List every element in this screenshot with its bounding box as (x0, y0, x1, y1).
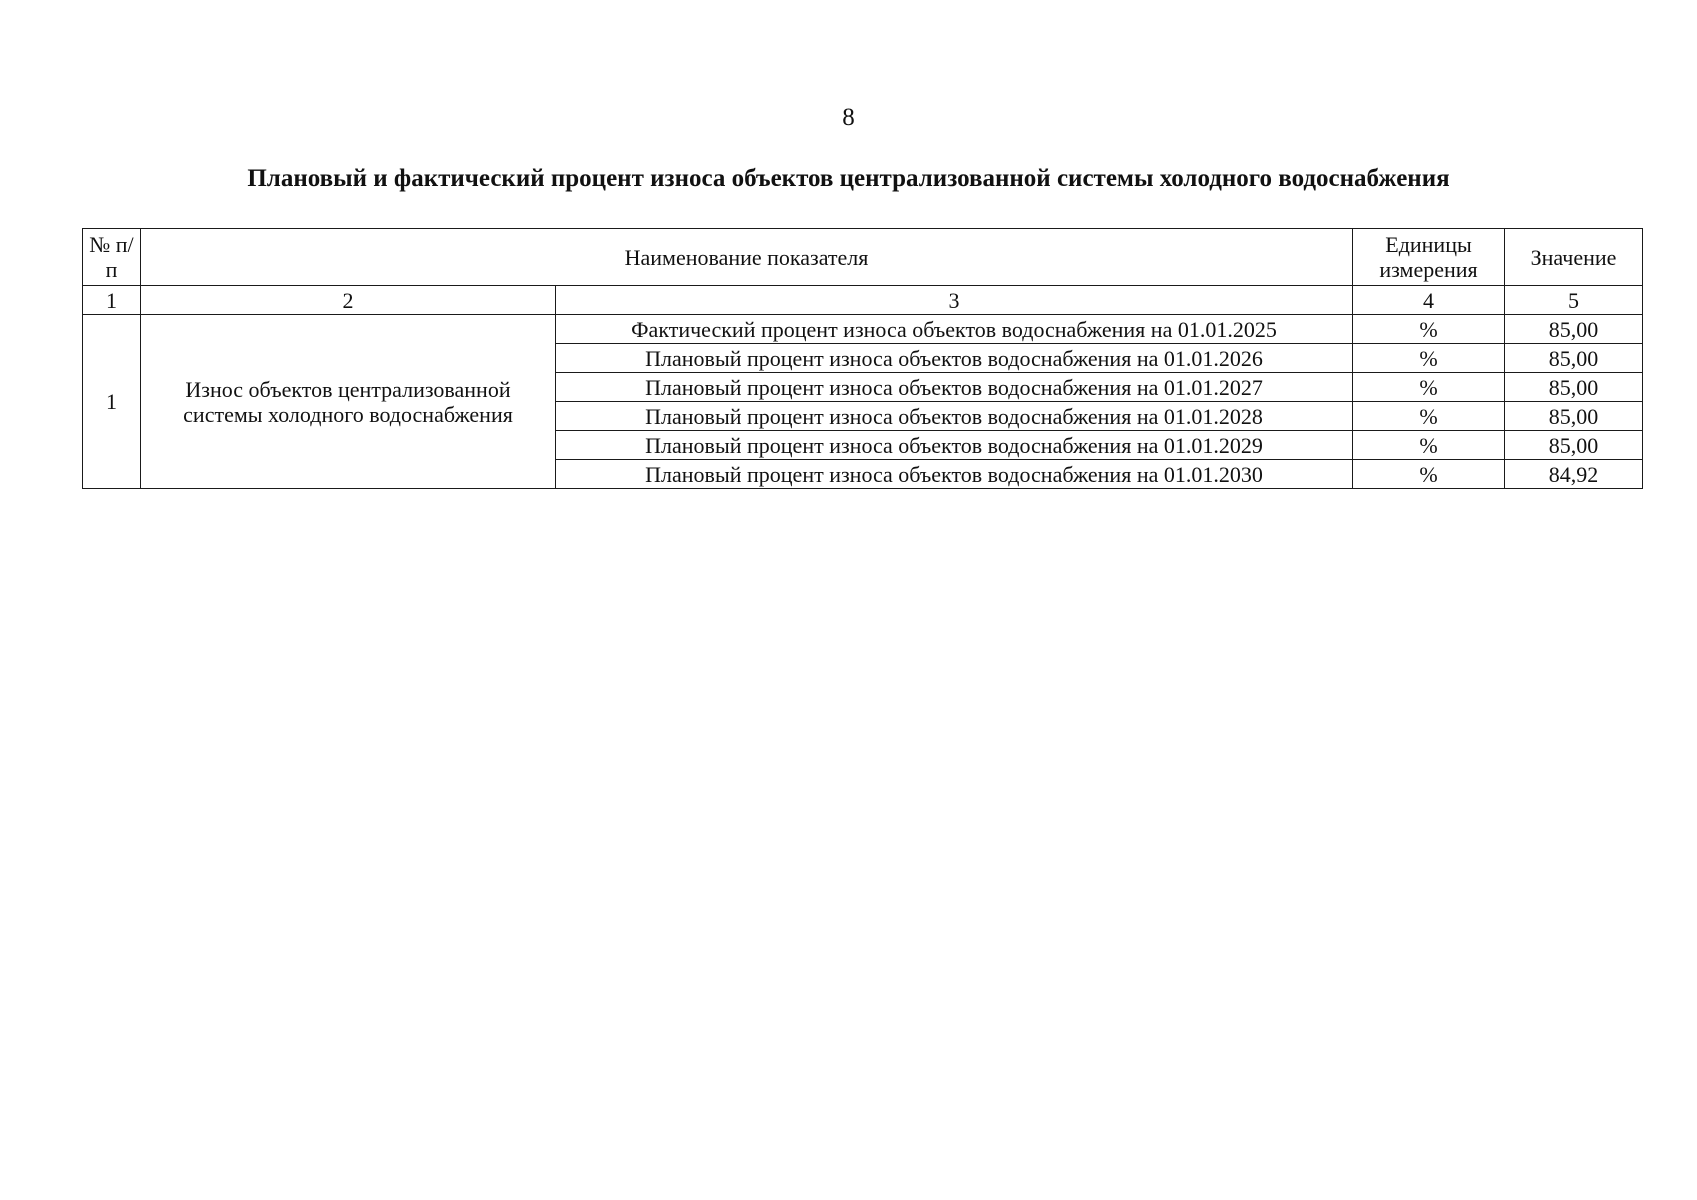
indicator-unit: % (1353, 460, 1505, 489)
column-number: 2 (141, 286, 556, 315)
indicator-name: Плановый процент износа объектов водоснабжения на 01.01.2029 (556, 431, 1353, 460)
indicator-name: Плановый процент износа объектов водоснабжения на 01.01.2027 (556, 373, 1353, 402)
document-title: Плановый и фактический процент износа объектов централизованной системы холодного водоснабжения (247, 165, 1450, 192)
indicator-name: Плановый процент износа объектов водоснабжения на 01.01.2026 (556, 344, 1353, 373)
indicator-value: 85,00 (1505, 344, 1643, 373)
indicator-value: 85,00 (1505, 373, 1643, 402)
table-header-row (83, 229, 1643, 286)
indicator-name: Плановый процент износа объектов водоснабжения на 01.01.2028 (556, 402, 1353, 431)
indicator-name: Фактический процент износа объектов водоснабжения на 01.01.2025 (556, 315, 1353, 344)
page-number: 8 (842, 104, 855, 131)
header-num: № п/п (83, 229, 141, 286)
indicator-value: 85,00 (1505, 315, 1643, 344)
indicator-unit: % (1353, 431, 1505, 460)
table-row (83, 315, 1643, 344)
indicator-value: 85,00 (1505, 431, 1643, 460)
indicator-name: Плановый процент износа объектов водоснабжения на 01.01.2030 (556, 460, 1353, 489)
indicator-unit: % (1353, 373, 1505, 402)
indicator-value: 85,00 (1505, 402, 1643, 431)
column-number: 4 (1353, 286, 1505, 315)
header-value: Значение (1505, 229, 1643, 286)
header-units: Единицы измерения (1353, 229, 1505, 286)
indicator-unit: % (1353, 344, 1505, 373)
indicator-value: 84,92 (1505, 460, 1643, 489)
indicators-table (82, 228, 1643, 489)
column-number: 5 (1505, 286, 1643, 315)
indicator-unit: % (1353, 402, 1505, 431)
header-indicator-name: Наименование показателя (141, 229, 1353, 286)
indicator-unit: % (1353, 315, 1505, 344)
column-number: 1 (83, 286, 141, 315)
group-name: Износ объектов централизованной системы холодного водоснабжения (141, 315, 556, 489)
column-number-row (83, 286, 1643, 315)
group-number: 1 (83, 315, 141, 489)
column-number: 3 (556, 286, 1353, 315)
